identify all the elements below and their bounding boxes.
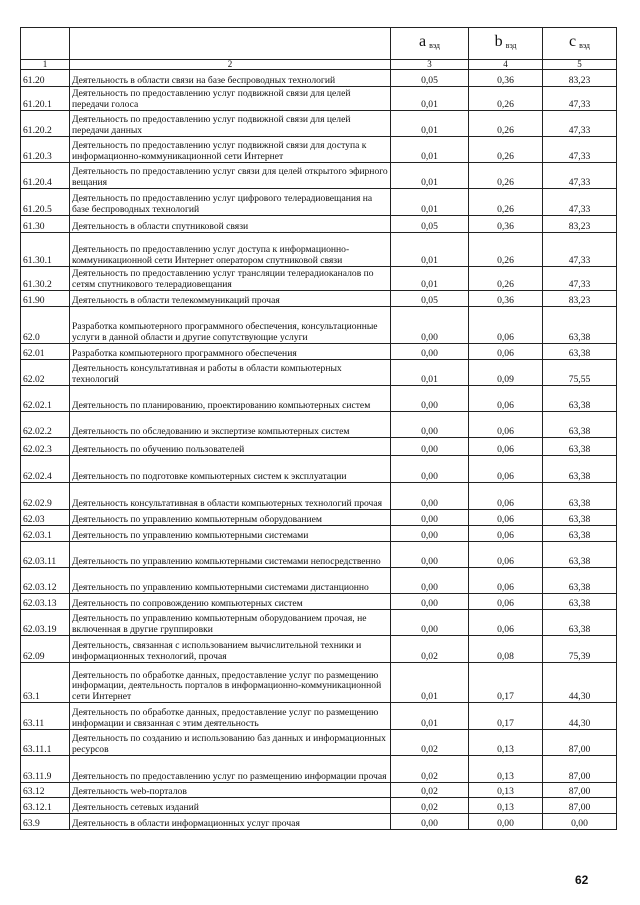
- a-value-cell: 0,00: [391, 386, 469, 412]
- table-row: [21, 233, 617, 267]
- activity-description-cell: Разработка компьютерного программного обеспечения: [70, 344, 391, 360]
- activity-description-cell: Деятельность по предоставлению услуг подвижной связи для доступа к информационно-коммуникационной сети Интернет: [70, 137, 391, 163]
- table-header-row: [21, 28, 617, 60]
- activity-description-cell: Деятельность консультативная в области компьютерных технологий прочая: [70, 483, 391, 510]
- c-value-cell: 83,23: [543, 291, 617, 307]
- a-value-cell: 0,01: [391, 87, 469, 111]
- activity-code-cell: 62.03.19: [21, 610, 70, 636]
- table-row: [21, 412, 617, 438]
- a-value-cell: 0,01: [391, 111, 469, 137]
- b-value-cell: 0,06: [469, 510, 543, 526]
- table-row: [21, 568, 617, 594]
- table-row: [21, 344, 617, 360]
- table-row: [21, 510, 617, 526]
- b-value-cell: 0,06: [469, 594, 543, 610]
- activity-description-cell: Деятельность по предоставлению услуг доступа к информационно-коммуникационной сети Интернет оператором спутниковой связи: [70, 233, 391, 267]
- table-row: [21, 163, 617, 189]
- header-c-letter: c: [569, 33, 577, 51]
- table-row: [21, 703, 617, 730]
- c-value-cell: 47,33: [543, 163, 617, 189]
- a-value-cell: 0,00: [391, 510, 469, 526]
- b-value-cell: 0,36: [469, 70, 543, 87]
- a-value-cell: 0,00: [391, 814, 469, 830]
- c-value-cell: 87,00: [543, 783, 617, 798]
- table-row: [21, 70, 617, 87]
- c-value-cell: 63,38: [543, 386, 617, 412]
- b-value-cell: 0,06: [469, 483, 543, 510]
- a-value-cell: 0,02: [391, 730, 469, 756]
- table-row: [21, 730, 617, 756]
- header-b-cell: [469, 28, 543, 60]
- c-value-cell: 63,38: [543, 307, 617, 344]
- table-row: [21, 798, 617, 814]
- activity-description-cell: Деятельность по предоставлению услуг подвижной связи для целей передачи голоса: [70, 87, 391, 111]
- b-value-cell: 0,26: [469, 233, 543, 267]
- c-value-cell: 44,30: [543, 663, 617, 703]
- a-value-cell: 0,02: [391, 783, 469, 798]
- c-value-cell: 83,23: [543, 216, 617, 233]
- activity-code-cell: 62.03.12: [21, 568, 70, 594]
- activity-description-cell: Деятельность, связанная с использованием вычислительной техники и информационных технологий, прочая: [70, 636, 391, 663]
- activity-code-cell: 62.03.13: [21, 594, 70, 610]
- activity-code-cell: 61.30.2: [21, 267, 70, 291]
- activity-code-cell: 62.02: [21, 360, 70, 386]
- b-value-cell: 0,26: [469, 87, 543, 111]
- c-value-cell: 63,38: [543, 438, 617, 456]
- document-page: [20, 27, 617, 830]
- table-row: [21, 456, 617, 483]
- activity-code-cell: 62.0: [21, 307, 70, 344]
- activity-code-cell: 63.9: [21, 814, 70, 830]
- c-value-cell: 63,38: [543, 412, 617, 438]
- column-index-cell: 5: [543, 60, 617, 70]
- table-row: [21, 663, 617, 703]
- c-value-cell: 47,33: [543, 267, 617, 291]
- a-value-cell: 0,01: [391, 137, 469, 163]
- column-index-cell: 2: [70, 60, 391, 70]
- activity-description-cell: Деятельность в области связи на базе беспроводных технологий: [70, 70, 391, 87]
- activity-code-cell: 62.03.11: [21, 542, 70, 568]
- c-value-cell: 44,30: [543, 703, 617, 730]
- c-value-cell: 75,55: [543, 360, 617, 386]
- a-value-cell: 0,02: [391, 798, 469, 814]
- b-value-cell: 0,06: [469, 344, 543, 360]
- header-c-sub: вэд: [579, 41, 590, 51]
- b-value-cell: 0,06: [469, 438, 543, 456]
- activity-code-cell: 62.02.4: [21, 456, 70, 483]
- activity-code-cell: 62.03.1: [21, 526, 70, 542]
- table-row: [21, 111, 617, 137]
- b-value-cell: 0,08: [469, 636, 543, 663]
- b-value-cell: 0,09: [469, 360, 543, 386]
- b-value-cell: 0,26: [469, 189, 543, 216]
- activity-description-cell: Деятельность по обучению пользователей: [70, 438, 391, 456]
- table-row: [21, 756, 617, 783]
- b-value-cell: 0,36: [469, 216, 543, 233]
- table-row: [21, 137, 617, 163]
- c-value-cell: 63,38: [543, 526, 617, 542]
- table-row: [21, 542, 617, 568]
- a-value-cell: 0,05: [391, 70, 469, 87]
- c-value-cell: 75,39: [543, 636, 617, 663]
- b-value-cell: 0,06: [469, 386, 543, 412]
- c-value-cell: 63,38: [543, 542, 617, 568]
- column-index-cell: 3: [391, 60, 469, 70]
- activity-description-cell: Деятельность в области телекоммуникаций прочая: [70, 291, 391, 307]
- a-value-cell: 0,00: [391, 456, 469, 483]
- header-b-letter: b: [494, 33, 503, 51]
- header-code-cell: [21, 28, 70, 60]
- page-number: 62: [575, 873, 589, 887]
- activity-description-cell: Деятельность по управлению компьютерными системами: [70, 526, 391, 542]
- activity-code-cell: 63.12: [21, 783, 70, 798]
- c-value-cell: 47,33: [543, 111, 617, 137]
- activity-code-cell: 62.02.9: [21, 483, 70, 510]
- activity-code-cell: 61.20.2: [21, 111, 70, 137]
- a-value-cell: 0,01: [391, 189, 469, 216]
- column-index-cell: 4: [469, 60, 543, 70]
- column-index-row: [21, 60, 617, 70]
- activity-description-cell: Деятельность по управлению компьютерным оборудованием прочая, не включенная в другие группировки: [70, 610, 391, 636]
- a-value-cell: 0,01: [391, 267, 469, 291]
- a-value-cell: 0,00: [391, 526, 469, 542]
- activity-code-cell: 62.03: [21, 510, 70, 526]
- table-row: [21, 814, 617, 830]
- a-value-cell: 0,00: [391, 610, 469, 636]
- activity-code-cell: 61.20.3: [21, 137, 70, 163]
- activity-description-cell: Деятельность web-порталов: [70, 783, 391, 798]
- c-value-cell: 63,38: [543, 568, 617, 594]
- c-value-cell: 0,00: [543, 814, 617, 830]
- a-value-cell: 0,05: [391, 291, 469, 307]
- activity-code-cell: 61.20: [21, 70, 70, 87]
- activity-code-cell: 63.11.1: [21, 730, 70, 756]
- b-value-cell: 0,06: [469, 307, 543, 344]
- b-value-cell: 0,26: [469, 111, 543, 137]
- c-value-cell: 87,00: [543, 756, 617, 783]
- column-index-cell: 1: [21, 60, 70, 70]
- b-value-cell: 0,26: [469, 163, 543, 189]
- activity-code-cell: 61.90: [21, 291, 70, 307]
- table-row: [21, 483, 617, 510]
- activity-code-cell: 63.11.9: [21, 756, 70, 783]
- activity-code-cell: 61.20.4: [21, 163, 70, 189]
- b-value-cell: 0,13: [469, 730, 543, 756]
- c-value-cell: 63,38: [543, 344, 617, 360]
- header-a-letter: a: [419, 33, 427, 51]
- activity-code-cell: 61.30: [21, 216, 70, 233]
- a-value-cell: 0,02: [391, 636, 469, 663]
- activity-code-cell: 62.02.3: [21, 438, 70, 456]
- activity-description-cell: Деятельность по предоставлению услуг по размещению информации прочая: [70, 756, 391, 783]
- b-value-cell: 0,13: [469, 756, 543, 783]
- a-value-cell: 0,00: [391, 438, 469, 456]
- activity-description-cell: Деятельность в области спутниковой связи: [70, 216, 391, 233]
- b-value-cell: 0,13: [469, 798, 543, 814]
- activity-code-cell: 62.09: [21, 636, 70, 663]
- table-row: [21, 438, 617, 456]
- table-row: [21, 610, 617, 636]
- header-c-cell: [543, 28, 617, 60]
- header-a-sub: вэд: [429, 41, 440, 51]
- a-value-cell: 0,02: [391, 756, 469, 783]
- b-value-cell: 0,06: [469, 568, 543, 594]
- a-value-cell: 0,01: [391, 703, 469, 730]
- activity-description-cell: Деятельность по обследованию и экспертизе компьютерных систем: [70, 412, 391, 438]
- b-value-cell: 0,13: [469, 783, 543, 798]
- c-value-cell: 63,38: [543, 510, 617, 526]
- c-value-cell: 63,38: [543, 610, 617, 636]
- b-value-cell: 0,00: [469, 814, 543, 830]
- activity-description-cell: Деятельность по созданию и использованию баз данных и информационных ресурсов: [70, 730, 391, 756]
- c-value-cell: 87,00: [543, 798, 617, 814]
- table-row: [21, 594, 617, 610]
- table-row: [21, 386, 617, 412]
- table-row: [21, 216, 617, 233]
- c-value-cell: 47,33: [543, 87, 617, 111]
- b-value-cell: 0,26: [469, 137, 543, 163]
- table-row: [21, 360, 617, 386]
- table-row: [21, 783, 617, 798]
- b-value-cell: 0,26: [469, 267, 543, 291]
- table-row: [21, 87, 617, 111]
- activity-code-cell: 61.20.1: [21, 87, 70, 111]
- c-value-cell: 47,33: [543, 233, 617, 267]
- c-value-cell: 63,38: [543, 456, 617, 483]
- a-value-cell: 0,01: [391, 233, 469, 267]
- activity-description-cell: Деятельность по обработке данных, предоставление услуг по размещению информации, деятельность порталов в информационно-коммуникационной сети Интернет: [70, 663, 391, 703]
- c-value-cell: 63,38: [543, 483, 617, 510]
- activity-description-cell: Деятельность по предоставлению услуг трансляции телерадиоканалов по сетям спутникового телерадиовещания: [70, 267, 391, 291]
- b-value-cell: 0,17: [469, 663, 543, 703]
- activity-description-cell: Деятельность по управлению компьютерными системами дистанционно: [70, 568, 391, 594]
- activity-description-cell: Деятельность по подготовке компьютерных систем к эксплуатации: [70, 456, 391, 483]
- table-row: [21, 636, 617, 663]
- activity-code-cell: 63.12.1: [21, 798, 70, 814]
- table-row: [21, 189, 617, 216]
- header-a-cell: [391, 28, 469, 60]
- b-value-cell: 0,06: [469, 542, 543, 568]
- a-value-cell: 0,05: [391, 216, 469, 233]
- activity-description-cell: Деятельность сетевых изданий: [70, 798, 391, 814]
- a-value-cell: 0,00: [391, 412, 469, 438]
- activity-description-cell: Деятельность по сопровождению компьютерных систем: [70, 594, 391, 610]
- b-value-cell: 0,17: [469, 703, 543, 730]
- activity-code-cell: 63.11: [21, 703, 70, 730]
- activity-description-cell: Деятельность консультативная и работы в области компьютерных технологий: [70, 360, 391, 386]
- a-value-cell: 0,00: [391, 483, 469, 510]
- activity-description-cell: Деятельность по управлению компьютерным оборудованием: [70, 510, 391, 526]
- coefficients-table: [20, 27, 617, 830]
- activity-description-cell: Деятельность по обработке данных, предоставление услуг по размещению информации и связанная с этим деятельность: [70, 703, 391, 730]
- a-value-cell: 0,01: [391, 360, 469, 386]
- b-value-cell: 0,06: [469, 456, 543, 483]
- activity-code-cell: 63.1: [21, 663, 70, 703]
- activity-description-cell: Деятельность по управлению компьютерными системами непосредственно: [70, 542, 391, 568]
- activity-code-cell: 62.01: [21, 344, 70, 360]
- table-row: [21, 291, 617, 307]
- activity-code-cell: 62.02.1: [21, 386, 70, 412]
- b-value-cell: 0,36: [469, 291, 543, 307]
- activity-description-cell: Деятельность по планированию, проектированию компьютерных систем: [70, 386, 391, 412]
- b-value-cell: 0,06: [469, 526, 543, 542]
- a-value-cell: 0,01: [391, 663, 469, 703]
- c-value-cell: 83,23: [543, 70, 617, 87]
- b-value-cell: 0,06: [469, 412, 543, 438]
- a-value-cell: 0,00: [391, 307, 469, 344]
- activity-description-cell: Разработка компьютерного программного обеспечения, консультационные услуги в данной области и другие сопутствующие услуги: [70, 307, 391, 344]
- activity-description-cell: Деятельность по предоставлению услуг подвижной связи для целей передачи данных: [70, 111, 391, 137]
- table-row: [21, 267, 617, 291]
- activity-description-cell: Деятельность в области информационных услуг прочая: [70, 814, 391, 830]
- c-value-cell: 47,33: [543, 189, 617, 216]
- header-desc-cell: [70, 28, 391, 60]
- c-value-cell: 47,33: [543, 137, 617, 163]
- table-row: [21, 307, 617, 344]
- a-value-cell: 0,00: [391, 568, 469, 594]
- c-value-cell: 63,38: [543, 594, 617, 610]
- activity-code-cell: 62.02.2: [21, 412, 70, 438]
- b-value-cell: 0,06: [469, 610, 543, 636]
- table-row: [21, 526, 617, 542]
- activity-code-cell: 61.20.5: [21, 189, 70, 216]
- a-value-cell: 0,00: [391, 542, 469, 568]
- activity-code-cell: 61.30.1: [21, 233, 70, 267]
- a-value-cell: 0,01: [391, 163, 469, 189]
- c-value-cell: 87,00: [543, 730, 617, 756]
- activity-description-cell: Деятельность по предоставлению услуг связи для целей открытого эфирного вещания: [70, 163, 391, 189]
- a-value-cell: 0,00: [391, 344, 469, 360]
- header-b-sub: вэд: [505, 41, 517, 51]
- a-value-cell: 0,00: [391, 594, 469, 610]
- activity-description-cell: Деятельность по предоставлению услуг цифрового телерадиовещания на базе беспроводных технологий: [70, 189, 391, 216]
